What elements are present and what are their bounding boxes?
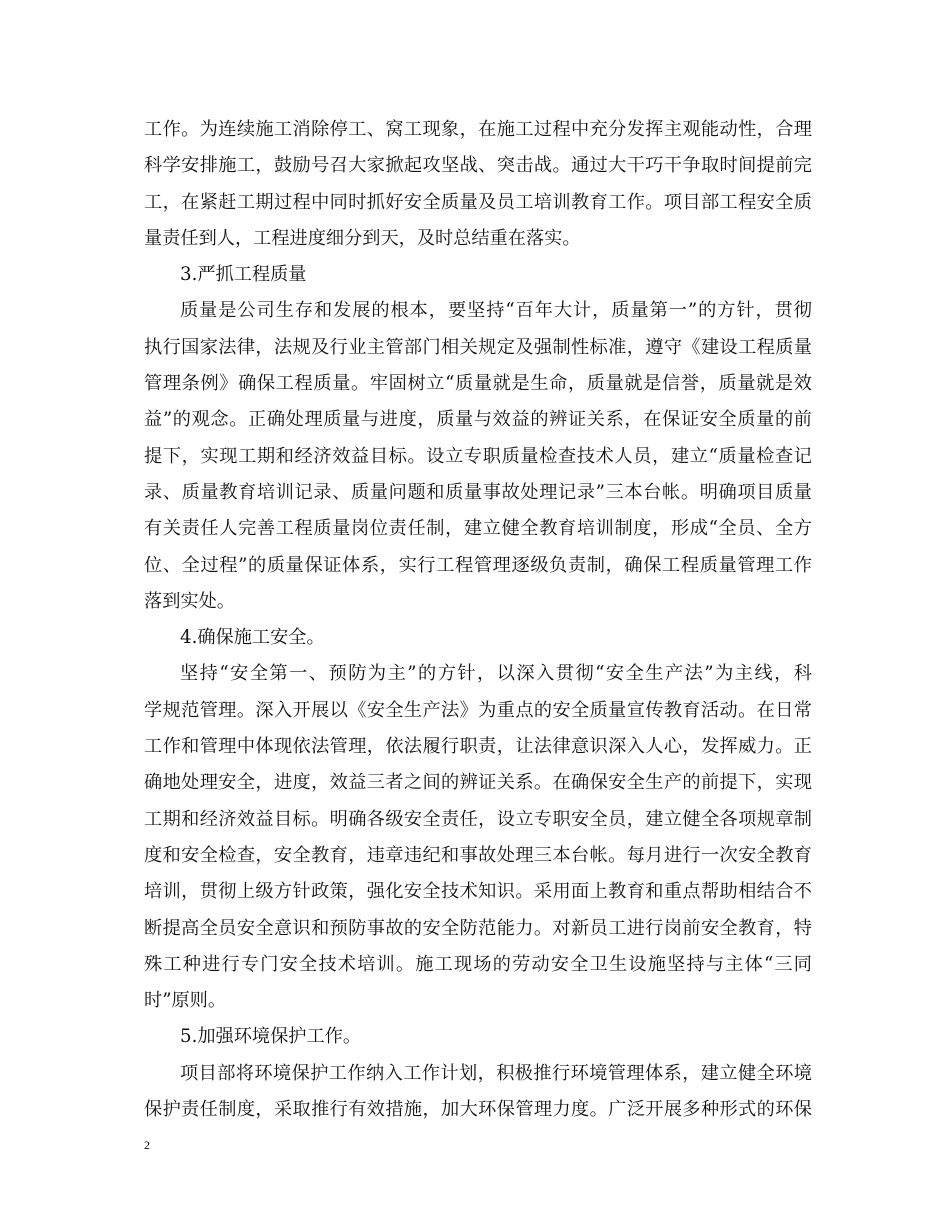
paragraph-line: 执行国家法律，法规及行业主管部门相关规定及强制性标准，遵守《建设工程质量	[144, 336, 812, 358]
paragraph-line: 坚持“安全第一、预防为主”的方针，以深入贯彻“安全生产法”为主线，科	[180, 663, 812, 685]
paragraph-line: 质量是公司生存和发展的根本，要坚持“百年大计，质量第一”的方针，贯彻	[180, 300, 812, 322]
paragraph-line: 工，在紧赶工期过程中同时抓好安全质量及员工培训教育工作。项目部工程安全质	[144, 191, 812, 213]
paragraph-line: 殊工种进行专门安全技术培训。施工现场的劳动安全卫生设施坚持与主体“三同	[144, 953, 812, 975]
paragraph-line: 落到实处。	[144, 590, 235, 612]
section-heading: 5.加强环境保护工作。	[180, 1026, 362, 1048]
paragraph-line: 项目部将环境保护工作纳入工作计划，积极推行环境管理体系，建立健全环境	[180, 1062, 812, 1084]
document-body	[144, 112, 812, 1128]
paragraph-line: 工作和管理中体现依法管理，依法履行职责，让法律意识深入人心，发挥威力。正	[144, 736, 812, 758]
paragraph-line: 度和安全检查，安全教育，违章违纪和事故处理三本台帐。每月进行一次安全教育	[144, 844, 812, 866]
page-number: 2	[144, 1138, 150, 1152]
section-heading: 4.确保施工安全。	[180, 627, 325, 649]
paragraph-line: 培训，贯彻上级方针政策，强化安全技术知识。采用面上教育和重点帮助相结合不	[144, 881, 812, 903]
paragraph-line: 提下，实现工期和经济效益目标。设立专职质量检查技术人员，建立“质量检查记	[144, 445, 812, 467]
paragraph-line: 时”原则。	[144, 990, 227, 1012]
paragraph-line: 管理条例》确保工程质量。牢固树立“质量就是生命，质量就是信誉，质量就是效	[144, 373, 812, 395]
paragraph-line: 保护责任制度，采取推行有效措施，加大环保管理力度。广泛开展多种形式的环保	[144, 1099, 812, 1121]
section-heading: 3.严抓工程质量	[180, 264, 307, 286]
paragraph-line: 科学安排施工，鼓励号召大家掀起攻坚战、突击战。通过大干巧干争取时间提前完	[144, 155, 812, 177]
paragraph-line: 益”的观念。正确处理质量与进度，质量与效益的辨证关系，在保证安全质量的前	[144, 409, 812, 431]
paragraph-line: 有关责任人完善工程质量岗位责任制，建立健全教育培训制度，形成“全员、全方	[144, 518, 812, 540]
paragraph-line: 量责任到人，工程进度细分到天，及时总结重在落实。	[144, 227, 581, 249]
paragraph-line: 学规范管理。深入开展以《安全生产法》为重点的安全质量宣传教育活动。在日常	[144, 699, 812, 721]
paragraph-line: 工期和经济效益目标。明确各级安全责任，设立专职安全员，建立健全各项规章制	[144, 808, 812, 830]
paragraph-line: 工作。为连续施工消除停工、窝工现象，在施工过程中充分发挥主观能动性，合理	[144, 119, 812, 140]
paragraph-line: 位、全过程”的质量保证体系，实行工程管理逐级负责制，确保工程质量管理工作	[144, 554, 812, 576]
paragraph-line: 确地处理安全，进度，效益三者之间的辨证关系。在确保安全生产的前提下，实现	[144, 772, 812, 794]
paragraph-line: 录、质量教育培训记录、质量问题和质量事故处理记录”三本台帐。明确项目质量	[144, 481, 812, 503]
paragraph-line: 断提高全员安全意识和预防事故的安全防范能力。对新员工进行岗前安全教育，特	[144, 917, 812, 939]
